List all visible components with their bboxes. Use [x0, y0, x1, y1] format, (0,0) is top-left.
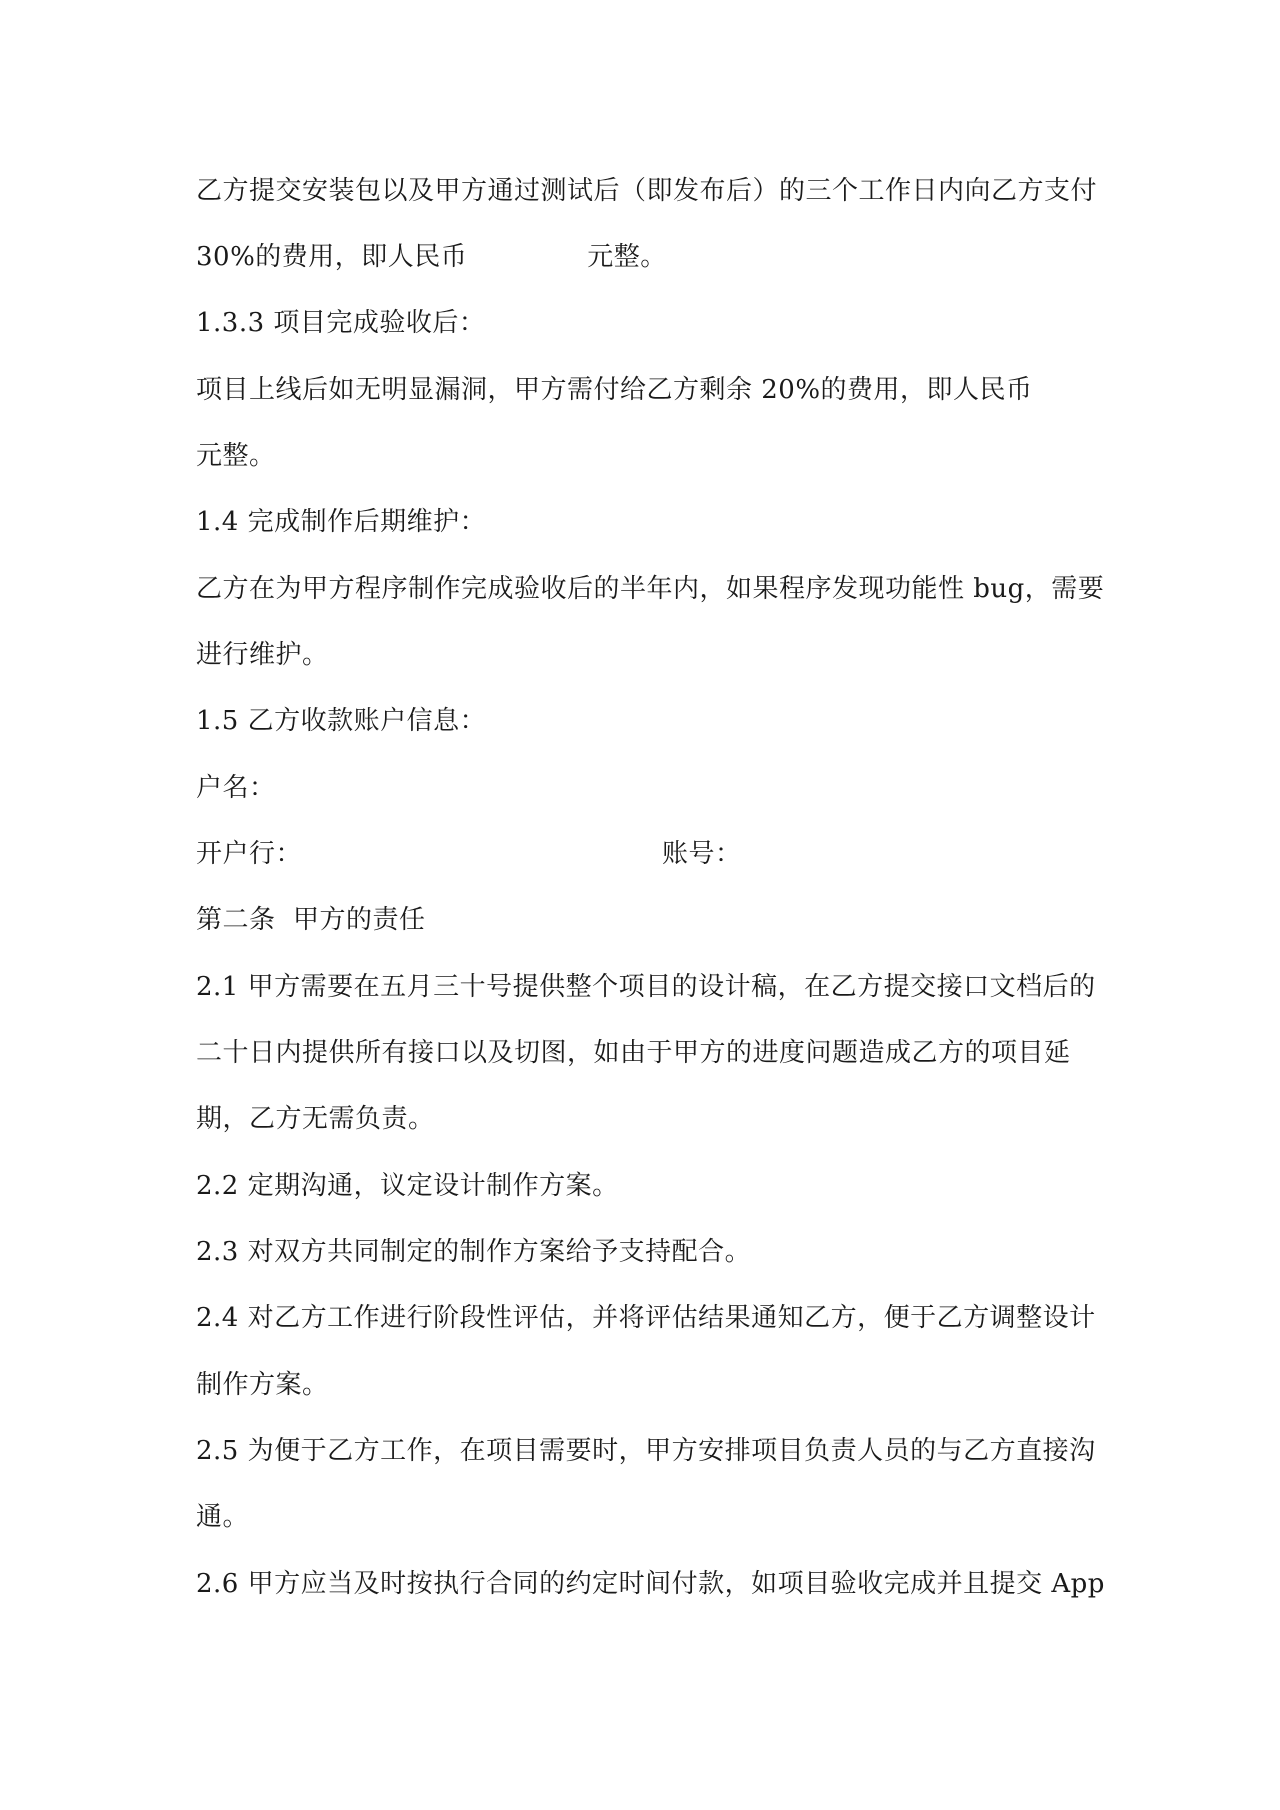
paragraph-line: 项目上线后如无明显漏洞，甲方需付给乙方剩余 20%的费用，即人民币 — [196, 375, 1033, 405]
bank-label: 开户行： — [196, 839, 303, 869]
paragraph-line: 乙方提交安装包以及甲方通过测试后（即发布后）的三个工作日内向乙方支付 — [196, 176, 1098, 206]
paragraph-line: 2.2 定期沟通，议定设计制作方案。 — [196, 1171, 619, 1201]
paragraph-line: 进行维护。 — [196, 640, 329, 670]
payment-amount-text: 30%的费用，即人民币 — [196, 242, 468, 272]
paragraph-line: 2.4 对乙方工作进行阶段性评估，并将评估结果通知乙方，便于乙方调整设计 — [196, 1303, 1096, 1333]
paragraph-line: 二十日内提供所有接口以及切图，如由于甲方的进度问题造成乙方的项目延 — [196, 1038, 1071, 1068]
paragraph-line: 期，乙方无需负责。 — [196, 1104, 435, 1134]
section-heading: 1.5 乙方收款账户信息： — [196, 706, 487, 736]
article-heading: 第二条 甲方的责任 — [196, 905, 426, 935]
paragraph-line — [196, 837, 742, 871]
section-heading: 1.3.3 项目完成验收后： — [196, 308, 486, 338]
account-number-label: 账号： — [662, 839, 742, 869]
account-name-label: 户名： — [196, 773, 276, 803]
payment-unit-text: 元整。 — [587, 242, 667, 272]
paragraph-line: 通。 — [196, 1502, 250, 1532]
paragraph-line: 2.6 甲方应当及时按执行合同的约定时间付款，如项目验收完成并且提交 App — [196, 1569, 1105, 1599]
paragraph-line: 2.5 为便于乙方工作，在项目需要时，甲方安排项目负责人员的与乙方直接沟 — [196, 1436, 1096, 1466]
paragraph-line: 制作方案。 — [196, 1370, 329, 1400]
paragraph-line — [196, 240, 667, 274]
section-heading: 1.4 完成制作后期维护： — [196, 507, 487, 537]
paragraph-line: 元整。 — [196, 441, 276, 471]
paragraph-line: 2.3 对双方共同制定的制作方案给予支持配合。 — [196, 1237, 752, 1267]
paragraph-line: 2.1 甲方需要在五月三十号提供整个项目的设计稿，在乙方提交接口文档后的 — [196, 972, 1096, 1002]
paragraph-line: 乙方在为甲方程序制作完成验收后的半年内，如果程序发现功能性 bug，需要 — [196, 574, 1105, 604]
